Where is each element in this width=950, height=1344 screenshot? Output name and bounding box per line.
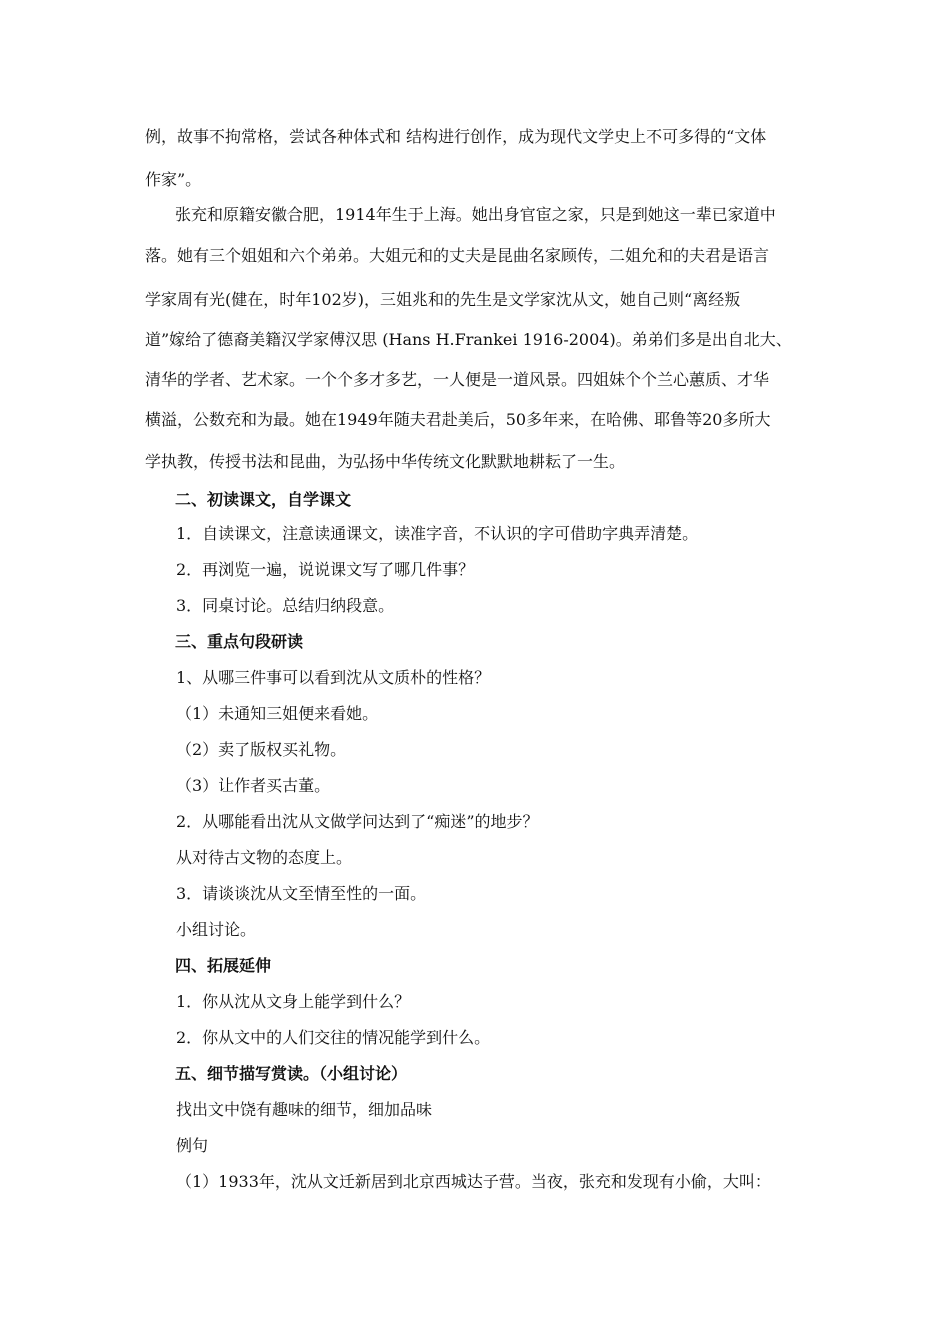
body-text-line: 作家”。 <box>145 170 202 189</box>
answer-item: （3）让作者买古董。 <box>176 776 331 795</box>
section-heading: 三、重点句段研读 <box>175 632 304 651</box>
section-heading: 五、细节描写赏读。（小组讨论） <box>175 1064 408 1083</box>
list-item: 1．你从沈从文身上能学到什么？ <box>176 992 411 1011</box>
body-text-line: 找出文中饶有趣味的细节，细加品味 <box>176 1100 433 1119</box>
body-text-line: 张充和原籍安徽合肥，1914年生于上海。她出身官宦之家，只是到她这一辈已家道中 <box>175 205 776 224</box>
body-text-line: 清华的学者、艺术家。一个个多才多艺，一人便是一道风景。四姐妹个个兰心蕙质、才华 <box>145 370 770 389</box>
body-text-line: 学执教，传授书法和昆曲，为弘扬中华传统文化默默地耕耘了一生。 <box>145 452 626 471</box>
section-heading: 二、初读课文，自学课文 <box>175 490 352 509</box>
body-text-line: 例，故事不拘常格，尝试各种体式和 结构进行创作，成为现代文学史上不可多得的“文体 <box>145 127 767 146</box>
body-text-line: 横溢，公数充和为最。她在1949年随夫君赴美后，50多年来，在哈佛、耶鲁等20多所大 <box>145 410 771 429</box>
question: 3．请谈谈沈从文至情至性的一面。 <box>176 884 427 903</box>
section-heading: 四、拓展延伸 <box>175 956 272 975</box>
list-item: 2．再浏览一遍，说说课文写了哪几件事？ <box>176 560 475 579</box>
list-item: 1．自读课文，注意读通课文，读准字音，不认识的字可借助字典弄清楚。 <box>176 524 699 543</box>
answer: 小组讨论。 <box>176 920 257 939</box>
answer: 从对待古文物的态度上。 <box>176 848 353 867</box>
body-text-line: 落。她有三个姐姐和六个弟弟。大姐元和的丈夫是昆曲名家顾传，二姐允和的夫君是语言 <box>145 246 770 265</box>
question: 1、从哪三件事可以看到沈从文质朴的性格？ <box>176 668 491 687</box>
example-label: 例句 <box>176 1136 209 1155</box>
list-item: 2．你从文中的人们交往的情况能学到什么。 <box>176 1028 491 1047</box>
body-text-line: 学家周有光(健在，时年102岁)，三姐兆和的先生是文学家沈从文，她自己则“离经叛 <box>145 290 741 309</box>
body-text-line: 道”嫁给了德裔美籍汉学家傅汉思 (Hans H.Frankei 1916-2004)。弟弟们多是出自北大、 <box>145 330 792 349</box>
question: 2．从哪能看出沈从文做学问达到了“痴迷”的地步？ <box>176 812 539 831</box>
example-sentence: （1）1933年，沈从文迁新居到北京西城达子营。当夜，张充和发现有小偷，大叫： <box>176 1172 771 1191</box>
list-item: 3．同桌讨论。总结归纳段意。 <box>176 596 395 615</box>
answer-item: （2）卖了版权买礼物。 <box>176 740 347 759</box>
answer-item: （1）未通知三姐便来看她。 <box>176 704 379 723</box>
